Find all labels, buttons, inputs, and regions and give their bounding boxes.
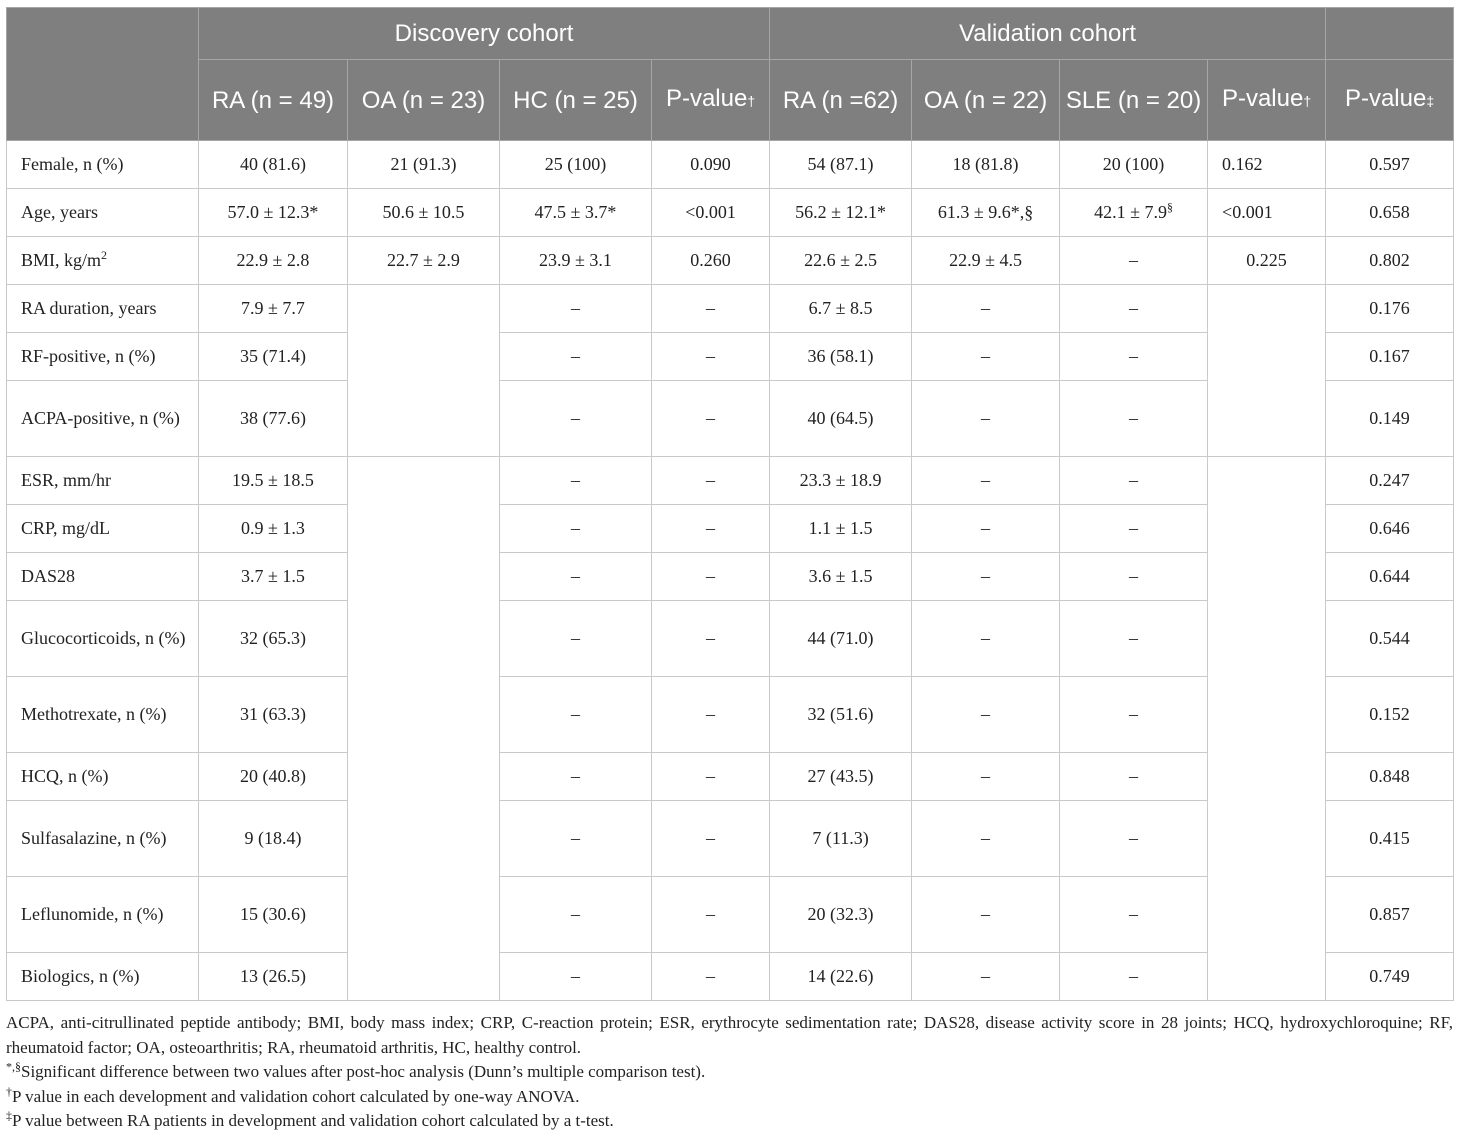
cell-v-oa: 18 (81.8) [912, 141, 1060, 189]
cell-v-sle: – [1060, 953, 1208, 1001]
row-label: ACPA-positive, n (%) [7, 381, 199, 457]
cell-v-ra: 54 (87.1) [770, 141, 912, 189]
row-label: Glucocorticoids, n (%) [7, 601, 199, 677]
cell-v-sle: – [1060, 237, 1208, 285]
table-row [7, 457, 1454, 505]
cell-d-ra: 0.9 ± 1.3 [199, 505, 348, 553]
cell-v-sle: – [1060, 381, 1208, 457]
cell-p2: 0.597 [1326, 141, 1454, 189]
col-header-discovery-oa: OA (n = 23) [348, 60, 500, 141]
cell-p2: 0.749 [1326, 953, 1454, 1001]
col-header-between-p: P-value‡ [1326, 60, 1454, 141]
cell-v-sle: – [1060, 505, 1208, 553]
cell-v-ra: 27 (43.5) [770, 753, 912, 801]
footnote-abbreviations: ACPA, anti-citrullinated peptide antibody; BMI, body mass index; CRP, C-reaction protein; ESR, erythrocyte sedimentation rate; DAS28, disease activity score in 28 joints; HCQ, hydroxychloroquine; RF, rheumatoid factor; OA, osteoarthritis; RA, rheumatoid arthritis, HC, healthy control. [6, 1013, 1453, 1057]
cell-p2: 0.646 [1326, 505, 1454, 553]
cell-p2: 0.247 [1326, 457, 1454, 505]
footnote-ttest: ‡P value between RA patients in development and validation cohort calculated by a t-test. [6, 1108, 614, 1130]
cell-v-oa: – [912, 601, 1060, 677]
cell-d-hc: – [500, 877, 652, 953]
cell-v-sle: 42.1 ± 7.9§ [1060, 189, 1208, 237]
cell-d-p: – [652, 333, 770, 381]
cell-v-sle: – [1060, 753, 1208, 801]
cell-d-ra: 57.0 ± 12.3* [199, 189, 348, 237]
table-row [7, 189, 1454, 237]
cell-v-oa: – [912, 285, 1060, 333]
cell-d-hc: – [500, 333, 652, 381]
cell-v-oa: – [912, 677, 1060, 753]
cell-d-ra: 7.9 ± 7.7 [199, 285, 348, 333]
header-blank [7, 8, 199, 141]
cell-p2: 0.152 [1326, 677, 1454, 753]
cell-d-p: – [652, 953, 770, 1001]
cell-p2: 0.857 [1326, 877, 1454, 953]
cell-d-hc: – [500, 753, 652, 801]
discovery-cohort-header: Discovery cohort [199, 8, 770, 60]
row-label: HCQ, n (%) [7, 753, 199, 801]
cell-d-ra: 3.7 ± 1.5 [199, 553, 348, 601]
cell-v-sle: – [1060, 601, 1208, 677]
blank-span-validation-p-top [1208, 285, 1326, 457]
cell-v-oa: – [912, 553, 1060, 601]
col-header-discovery-ra: RA (n = 49) [199, 60, 348, 141]
cell-d-hc: – [500, 801, 652, 877]
cell-d-hc: 47.5 ± 3.7* [500, 189, 652, 237]
cell-d-p: – [652, 553, 770, 601]
cell-p2: 0.544 [1326, 601, 1454, 677]
table-row [7, 141, 1454, 189]
cell-v-ra: 20 (32.3) [770, 877, 912, 953]
cell-v-p: <0.001 [1208, 189, 1326, 237]
cell-v-oa: – [912, 801, 1060, 877]
cell-d-p: – [652, 381, 770, 457]
cell-p2: 0.176 [1326, 285, 1454, 333]
cell-v-ra: 23.3 ± 18.9 [770, 457, 912, 505]
cell-v-sle: – [1060, 801, 1208, 877]
blank-span-discovery-oa-top [348, 285, 500, 457]
cell-v-sle: – [1060, 457, 1208, 505]
cell-v-p: 0.162 [1208, 141, 1326, 189]
cell-d-hc: – [500, 601, 652, 677]
cell-v-oa: – [912, 953, 1060, 1001]
row-label: CRP, mg/dL [7, 505, 199, 553]
cell-v-ra: 14 (22.6) [770, 953, 912, 1001]
cell-p2: 0.848 [1326, 753, 1454, 801]
cell-d-ra: 15 (30.6) [199, 877, 348, 953]
cell-d-ra: 35 (71.4) [199, 333, 348, 381]
cell-d-oa: 21 (91.3) [348, 141, 500, 189]
cell-d-p: 0.090 [652, 141, 770, 189]
cell-v-ra: 36 (58.1) [770, 333, 912, 381]
cell-d-p: – [652, 801, 770, 877]
cell-d-ra: 38 (77.6) [199, 381, 348, 457]
row-label: Age, years [7, 189, 199, 237]
cell-d-p: – [652, 677, 770, 753]
row-label: Female, n (%) [7, 141, 199, 189]
cell-d-p: – [652, 877, 770, 953]
cell-d-p: – [652, 753, 770, 801]
table-row [7, 237, 1454, 285]
cell-v-ra: 44 (71.0) [770, 601, 912, 677]
cell-v-ra: 6.7 ± 8.5 [770, 285, 912, 333]
blank-span-discovery-oa-bottom [348, 457, 500, 1001]
cell-v-oa: – [912, 877, 1060, 953]
cell-v-sle: – [1060, 285, 1208, 333]
row-label: Sulfasalazine, n (%) [7, 801, 199, 877]
col-header-discovery-hc: HC (n = 25) [500, 60, 652, 141]
cell-p2: 0.415 [1326, 801, 1454, 877]
cell-d-hc: 23.9 ± 3.1 [500, 237, 652, 285]
validation-cohort-header: Validation cohort [770, 8, 1326, 60]
cell-v-oa: – [912, 505, 1060, 553]
footnote-significance: *,§Significant difference between two values after post-hoc analysis (Dunn’s multiple comparison test). [6, 1059, 706, 1081]
cell-v-oa: – [912, 333, 1060, 381]
cell-d-ra: 19.5 ± 18.5 [199, 457, 348, 505]
cell-d-p: – [652, 505, 770, 553]
cell-d-hc: – [500, 505, 652, 553]
cell-v-sle: – [1060, 553, 1208, 601]
cell-v-oa: 22.9 ± 4.5 [912, 237, 1060, 285]
cell-d-p: <0.001 [652, 189, 770, 237]
cell-v-sle: – [1060, 877, 1208, 953]
cell-d-hc: – [500, 677, 652, 753]
cell-v-sle: 20 (100) [1060, 141, 1208, 189]
cell-v-ra: 7 (11.3) [770, 801, 912, 877]
cell-v-oa: – [912, 381, 1060, 457]
cell-v-ra: 1.1 ± 1.5 [770, 505, 912, 553]
cell-d-hc: – [500, 553, 652, 601]
cell-d-hc: – [500, 457, 652, 505]
row-label: DAS28 [7, 553, 199, 601]
cell-d-ra: 40 (81.6) [199, 141, 348, 189]
cell-d-p: 0.260 [652, 237, 770, 285]
cell-v-oa: – [912, 753, 1060, 801]
row-label: RA duration, years [7, 285, 199, 333]
table-row [7, 285, 1454, 333]
characteristics-table-container [6, 7, 1453, 1001]
header-blank-right [1326, 8, 1454, 60]
cell-d-hc: – [500, 953, 652, 1001]
cell-v-ra: 40 (64.5) [770, 381, 912, 457]
cell-v-oa: – [912, 457, 1060, 505]
col-header-validation-ra: RA (n =62) [770, 60, 912, 141]
cell-d-oa: 22.7 ± 2.9 [348, 237, 500, 285]
col-header-validation-sle: SLE (n = 20) [1060, 60, 1208, 141]
cell-d-ra: 22.9 ± 2.8 [199, 237, 348, 285]
cell-d-ra: 13 (26.5) [199, 953, 348, 1001]
cell-d-p: – [652, 457, 770, 505]
cell-d-p: – [652, 601, 770, 677]
row-label: BMI, $kg/m^2$ [7, 237, 199, 285]
cell-d-oa: 50.6 ± 10.5 [348, 189, 500, 237]
cell-v-ra: 32 (51.6) [770, 677, 912, 753]
table-footnotes [6, 1011, 1453, 1134]
characteristics-table [6, 7, 1454, 1001]
cell-p2: 0.167 [1326, 333, 1454, 381]
cell-p2: 0.658 [1326, 189, 1454, 237]
col-header-validation-oa: OA (n = 22) [912, 60, 1060, 141]
cell-d-ra: 32 (65.3) [199, 601, 348, 677]
cell-d-ra: 20 (40.8) [199, 753, 348, 801]
cell-v-sle: – [1060, 333, 1208, 381]
cell-v-p: 0.225 [1208, 237, 1326, 285]
row-label: Methotrexate, n (%) [7, 677, 199, 753]
col-header-validation-p: P-value† [1208, 60, 1326, 141]
cell-p2: 0.644 [1326, 553, 1454, 601]
cell-v-ra: 56.2 ± 12.1* [770, 189, 912, 237]
footnote-anova: †P value in each development and validation cohort calculated by one-way ANOVA. [6, 1083, 580, 1106]
cell-d-hc: – [500, 381, 652, 457]
cell-d-hc: – [500, 285, 652, 333]
header-row-groups [7, 60, 1454, 141]
cell-d-ra: 9 (18.4) [199, 801, 348, 877]
row-label: Biologics, n (%) [7, 953, 199, 1001]
header-row-cohorts [7, 8, 1454, 60]
cell-p2: 0.149 [1326, 381, 1454, 457]
row-label: ESR, mm/hr [7, 457, 199, 505]
cell-v-oa: 61.3 ± 9.6*,§ [912, 189, 1060, 237]
cell-d-hc: 25 (100) [500, 141, 652, 189]
cell-v-ra: 22.6 ± 2.5 [770, 237, 912, 285]
row-label: RF-positive, n (%) [7, 333, 199, 381]
cell-d-p: – [652, 285, 770, 333]
cell-d-ra: 31 (63.3) [199, 677, 348, 753]
cell-p2: 0.802 [1326, 237, 1454, 285]
col-header-discovery-p: P-value† [652, 60, 770, 141]
row-label: Leflunomide, n (%) [7, 877, 199, 953]
cell-v-ra: 3.6 ± 1.5 [770, 553, 912, 601]
blank-span-validation-p-bottom [1208, 457, 1326, 1001]
cell-v-sle: – [1060, 677, 1208, 753]
